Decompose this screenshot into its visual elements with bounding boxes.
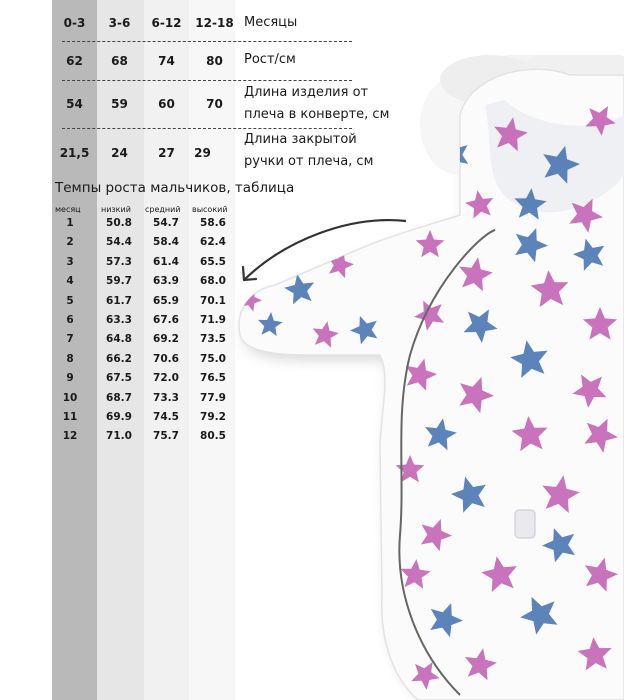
growth-value-cell: 71.0 bbox=[106, 430, 132, 443]
growth-value-cell: 63.9 bbox=[153, 275, 179, 288]
growth-table-title: Темпы роста мальчиков, таблица bbox=[55, 180, 295, 196]
sleeve-value-2: 27 bbox=[158, 146, 175, 160]
growth-value-cell: 71.9 bbox=[200, 314, 226, 326]
column-header-month: месяц bbox=[55, 205, 81, 214]
growth-value-cell: 58.6 bbox=[200, 217, 226, 229]
column-header-mid: средний bbox=[145, 205, 181, 214]
growth-month-cell: 11 bbox=[62, 411, 78, 423]
column-header-low: низкий bbox=[101, 205, 131, 214]
growth-value-cell: 68.0 bbox=[200, 275, 226, 288]
row-divider bbox=[62, 41, 352, 42]
growth-value-cell: 73.3 bbox=[153, 391, 179, 404]
size-header-3: 12-18 bbox=[195, 16, 234, 30]
growth-month-cell: 10 bbox=[62, 391, 78, 404]
length-value-2: 60 bbox=[158, 97, 175, 111]
growth-month-cell: 7 bbox=[66, 333, 74, 346]
growth-month-cell: 4 bbox=[66, 275, 74, 288]
growth-month-cell: 5 bbox=[66, 294, 74, 307]
height-value-0: 62 bbox=[66, 54, 83, 68]
growth-value-cell: 72.0 bbox=[153, 372, 179, 385]
growth-month-cell: 9 bbox=[66, 372, 74, 385]
growth-value-cell: 74.5 bbox=[153, 411, 179, 423]
growth-value-cell: 69.2 bbox=[153, 333, 179, 346]
growth-month-cell: 12 bbox=[62, 430, 78, 443]
sleeve-value-0: 21,5 bbox=[59, 146, 90, 160]
growth-value-cell: 59.7 bbox=[106, 275, 132, 288]
height-value-3: 80 bbox=[206, 54, 223, 68]
growth-value-cell: 65.9 bbox=[153, 294, 179, 307]
growth-value-cell: 54.7 bbox=[153, 217, 179, 229]
months-label: Месяцы bbox=[244, 15, 298, 30]
height-label: Рост/см bbox=[244, 52, 296, 67]
snowsuit-illustration bbox=[230, 55, 624, 700]
growth-value-cell: 76.5 bbox=[200, 372, 226, 385]
length-value-3: 70 bbox=[206, 97, 223, 111]
growth-value-cell: 66.2 bbox=[106, 352, 132, 365]
growth-value-cell: 63.3 bbox=[106, 314, 132, 326]
growth-value-cell: 61.7 bbox=[106, 294, 132, 307]
growth-value-cell: 73.5 bbox=[200, 333, 226, 346]
length-value-0: 54 bbox=[66, 97, 83, 111]
sleeve-value-1: 24 bbox=[111, 146, 128, 160]
length-label-line2: плеча в конверте, см bbox=[244, 107, 390, 122]
growth-value-cell: 57.3 bbox=[106, 255, 132, 268]
growth-value-cell: 77.9 bbox=[200, 391, 226, 404]
size-header-1: 3-6 bbox=[108, 16, 131, 30]
growth-value-cell: 67.6 bbox=[153, 314, 179, 326]
growth-value-cell: 69.9 bbox=[106, 411, 132, 423]
zipper-pull bbox=[515, 510, 535, 538]
growth-month-cell: 2 bbox=[66, 236, 74, 249]
growth-month-cell: 3 bbox=[66, 255, 74, 268]
growth-value-cell: 75.0 bbox=[200, 352, 226, 365]
growth-value-cell: 79.2 bbox=[200, 411, 226, 423]
height-value-1: 68 bbox=[111, 54, 128, 68]
sleeve-label-line1: Длина закрытой bbox=[244, 132, 357, 147]
growth-value-cell: 64.8 bbox=[106, 333, 132, 346]
growth-value-cell: 68.7 bbox=[106, 391, 132, 404]
size-header-0: 0-3 bbox=[63, 16, 86, 30]
growth-month-cell: 1 bbox=[66, 217, 74, 229]
length-value-1: 59 bbox=[111, 97, 128, 111]
growth-value-cell: 50.8 bbox=[106, 217, 132, 229]
growth-value-cell: 58.4 bbox=[153, 236, 179, 249]
column-header-high: высокий bbox=[192, 205, 228, 214]
length-label-line1: Длина изделия от bbox=[244, 85, 369, 100]
sleeve-value-3: 29 bbox=[194, 146, 211, 160]
growth-value-cell: 65.5 bbox=[200, 255, 226, 268]
growth-value-cell: 62.4 bbox=[200, 236, 226, 249]
size-header-2: 6-12 bbox=[151, 16, 182, 30]
growth-value-cell: 75.7 bbox=[153, 430, 179, 443]
growth-value-cell: 54.4 bbox=[106, 236, 132, 249]
growth-value-cell: 70.6 bbox=[153, 352, 179, 365]
growth-month-cell: 6 bbox=[66, 314, 74, 326]
height-value-2: 74 bbox=[158, 54, 175, 68]
sleeve-label-line2: ручки от плеча, см bbox=[244, 154, 374, 169]
growth-value-cell: 61.4 bbox=[153, 255, 179, 268]
growth-value-cell: 70.1 bbox=[200, 294, 226, 307]
growth-value-cell: 67.5 bbox=[106, 372, 132, 385]
growth-month-cell: 8 bbox=[66, 352, 74, 365]
growth-value-cell: 80.5 bbox=[200, 430, 226, 443]
